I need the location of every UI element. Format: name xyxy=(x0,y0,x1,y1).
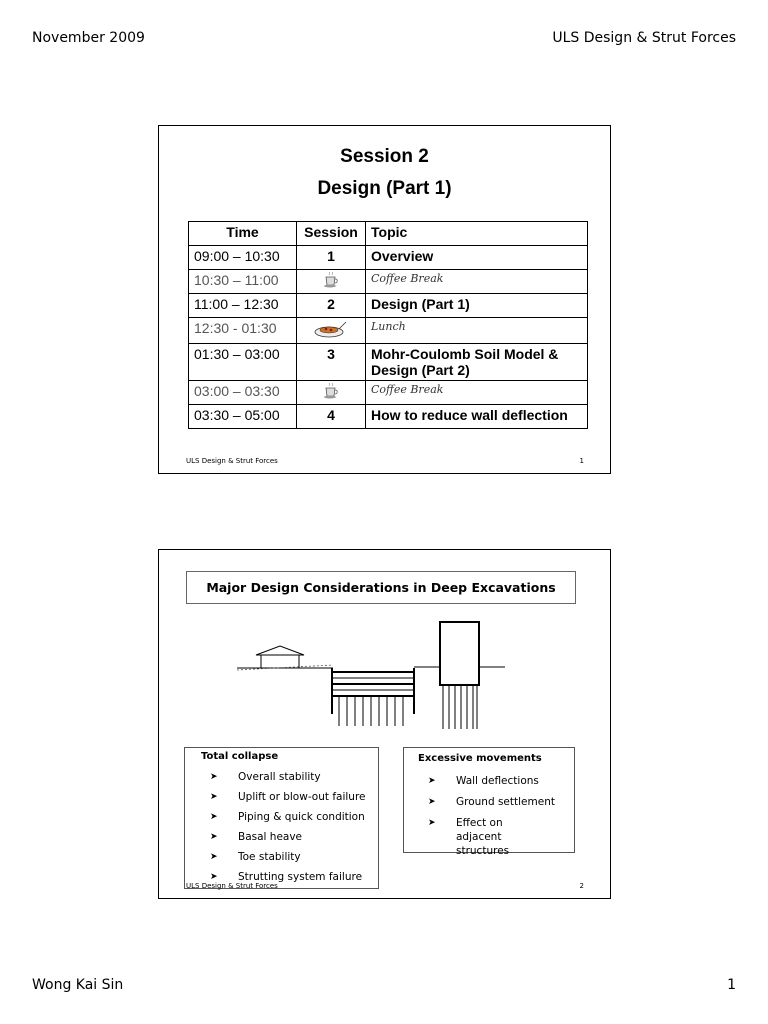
list-item-text: Effect on adjacent structures xyxy=(456,817,510,857)
slide-2 xyxy=(158,549,611,899)
col-header-time: Time xyxy=(189,222,297,246)
col-header-topic: Topic xyxy=(366,222,588,246)
slide-2-footer-number: 2 xyxy=(579,882,584,890)
arrow-bullet-icon: ➤ xyxy=(210,812,218,822)
row-session: 4 xyxy=(297,405,366,429)
excessive-movements-heading: Excessive movements xyxy=(418,753,542,764)
arrow-bullet-icon: ➤ xyxy=(428,797,436,807)
arrow-bullet-icon: ➤ xyxy=(210,872,218,882)
row-topic: Overview xyxy=(366,246,588,270)
table-row xyxy=(189,381,588,405)
header-date: November 2009 xyxy=(32,30,145,46)
table-row xyxy=(189,246,588,270)
row-time: 11:00 – 12:30 xyxy=(189,294,297,318)
col-header-session: Session xyxy=(297,222,366,246)
slide-1-title: Session 2 xyxy=(340,146,429,167)
list-item-text: Ground settlement xyxy=(456,796,555,808)
slide-1 xyxy=(158,125,611,474)
list-item-text: Wall deflections xyxy=(456,775,539,787)
row-topic: Design (Part 1) xyxy=(366,294,588,318)
footer-author: Wong Kai Sin xyxy=(32,977,124,993)
row-topic: Coffee Break xyxy=(366,270,588,294)
lunch-plate-icon xyxy=(297,318,366,344)
building-piles xyxy=(443,685,477,729)
arrow-bullet-icon: ➤ xyxy=(428,776,436,786)
excavation-diagram xyxy=(159,614,610,744)
slide-2-footer-title: ULS Design & Strut Forces xyxy=(186,882,278,890)
schedule-body xyxy=(189,246,588,429)
list-item xyxy=(210,810,366,830)
list-item-text: Strutting system failure xyxy=(238,871,363,883)
list-item-text: Uplift or blow-out failure xyxy=(238,791,366,803)
list-item xyxy=(210,850,366,870)
slide-1-subtitle: Design (Part 1) xyxy=(317,178,452,199)
total-collapse-heading: Total collapse xyxy=(201,751,279,762)
row-topic: Lunch xyxy=(366,318,588,344)
excessive-movements-box xyxy=(403,747,575,857)
table-row xyxy=(189,270,588,294)
list-item xyxy=(428,795,555,816)
row-topic: How to reduce wall deflection xyxy=(366,405,588,429)
row-time: 09:00 – 10:30 xyxy=(189,246,297,270)
strut-system xyxy=(332,672,414,696)
list-item-text: Overall stability xyxy=(238,771,321,783)
row-session: 1 xyxy=(297,246,366,270)
total-collapse-list xyxy=(210,770,366,890)
slide-1-footer-title: ULS Design & Strut Forces xyxy=(186,457,278,465)
row-session: 3 xyxy=(297,344,366,381)
schedule-table xyxy=(188,221,588,429)
row-time: 03:00 – 03:30 xyxy=(189,381,297,405)
header-doc-title: ULS Design & Strut Forces xyxy=(552,30,736,46)
coffee-cup-icon xyxy=(297,270,366,294)
slide-1-footer-number: 1 xyxy=(579,457,584,465)
list-item xyxy=(428,774,555,795)
table-row xyxy=(189,294,588,318)
arrow-bullet-icon: ➤ xyxy=(210,852,218,862)
row-session: 2 xyxy=(297,294,366,318)
arrow-bullet-icon: ➤ xyxy=(210,792,218,802)
total-collapse-box xyxy=(184,747,379,889)
house-icon xyxy=(256,646,304,668)
list-item xyxy=(428,816,555,857)
row-time: 10:30 – 11:00 xyxy=(189,270,297,294)
table-row xyxy=(189,318,588,344)
arrow-bullet-icon: ➤ xyxy=(428,818,436,828)
list-item xyxy=(210,770,366,790)
list-item xyxy=(210,830,366,850)
footer-page-number: 1 xyxy=(727,977,736,993)
excavation-piles xyxy=(339,696,403,726)
row-topic: Coffee Break xyxy=(366,381,588,405)
list-item-text: Toe stability xyxy=(238,851,301,863)
arrow-bullet-icon: ➤ xyxy=(210,772,218,782)
row-topic: Mohr-Coulomb Soil Model & Design (Part 2) xyxy=(366,344,588,381)
row-time: 12:30 - 01:30 xyxy=(189,318,297,344)
slide-2-title: Major Design Considerations in Deep Excavations xyxy=(186,571,576,604)
schedule-header-row xyxy=(189,222,588,246)
table-row xyxy=(189,344,588,381)
excessive-movements-list xyxy=(428,774,555,857)
row-time: 03:30 – 05:00 xyxy=(189,405,297,429)
table-row xyxy=(189,405,588,429)
list-item xyxy=(210,790,366,810)
building-icon xyxy=(440,622,479,685)
list-item-text: Piping & quick condition xyxy=(238,811,365,823)
coffee-cup-icon xyxy=(297,381,366,405)
row-time: 01:30 – 03:00 xyxy=(189,344,297,381)
arrow-bullet-icon: ➤ xyxy=(210,832,218,842)
list-item-text: Basal heave xyxy=(238,831,303,843)
